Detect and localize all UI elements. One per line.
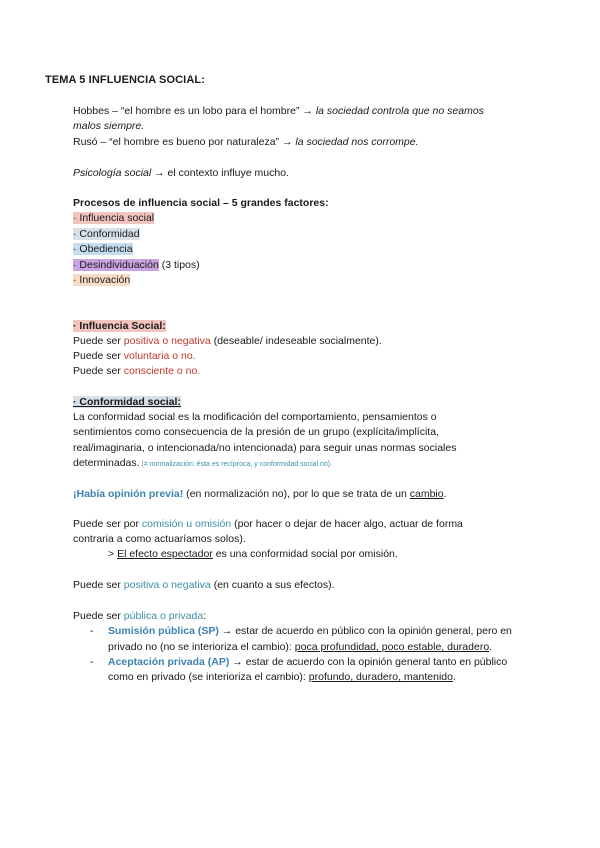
hobbes-line-cont: malos siempre. <box>73 120 145 132</box>
conformidad-heading: · Conformidad social: <box>73 396 181 408</box>
list-item: · Influencia social <box>73 212 155 224</box>
aceptacion-line-cont: como en privado (se interioriza el cambio): profundo, duradero, mantenido. <box>108 671 456 683</box>
sumision-line: Sumisión pública (SP) → estar de acuerdo en público con la opinión general, pero en <box>108 625 512 637</box>
paragraph-line: determinadas. (≠ normalización: ésta es recíproca, y conformidad social no). <box>73 457 333 469</box>
sumision-line-cont: privado no (no se interioriza el cambio): poca profundidad, poco estable, duradero. <box>108 641 493 653</box>
opinion-line: ¡Había opinión previa! (en normalización no), por lo que se trata de un cambio. <box>73 488 447 500</box>
paragraph-line: sentimientos como consecuencia de la presión de un grupo (explícita/implícita, <box>73 426 439 438</box>
aceptacion-line: Aceptación privada (AP) → estar de acuerdo con la opinión general tanto en público <box>108 656 508 668</box>
psicologia-line: Psicología social → el contexto influye mucho. <box>73 167 289 179</box>
efectos-line: Puede ser positiva o negativa (en cuanto a sus efectos). <box>73 579 335 591</box>
list-item: · Obediencia <box>73 243 133 255</box>
influencia-line-1: Puede ser positiva o negativa (deseable/ indeseable socialmente). <box>73 335 382 347</box>
influencia-line-2: Puede ser voluntaria o no. <box>73 350 196 362</box>
comision-line-cont: contraria a como actuaríamos solos). <box>73 533 246 545</box>
list-item: · Conformidad <box>73 228 140 240</box>
procesos-heading: Procesos de influencia social – 5 grandes factores: <box>73 197 329 209</box>
dash-bullet: - <box>90 625 94 637</box>
comision-line: Puede ser por comisión u omisión (por hacer o dejar de hacer algo, actuar de forma <box>73 518 463 530</box>
espectador-line: > El efecto espectador es una conformidad social por omisión. <box>108 548 398 560</box>
paragraph-line: La conformidad social es la modificación del comportamiento, pensamientos o <box>73 411 437 423</box>
list-item: · Desindividuación (3 tipos) <box>73 259 200 271</box>
influencia-heading: · Influencia Social: <box>73 320 166 332</box>
list-item: · Innovación <box>73 274 131 286</box>
paragraph-line: real/imaginaria, o intencionada/no intencionada) para seguir unas normas sociales <box>73 442 457 454</box>
hobbes-line: Hobbes – “el hombre es un lobo para el hombre” → la sociedad controla que no seamos <box>73 105 484 117</box>
page-title: TEMA 5 INFLUENCIA SOCIAL: <box>45 74 205 86</box>
dash-bullet: - <box>90 656 94 668</box>
influencia-line-3: Puede ser consciente o no. <box>73 365 201 377</box>
publica-line: Puede ser pública o privada: <box>73 610 207 622</box>
ruso-line: Rusó – “el hombre es bueno por naturaleza” → la sociedad nos corrompe. <box>73 136 419 148</box>
